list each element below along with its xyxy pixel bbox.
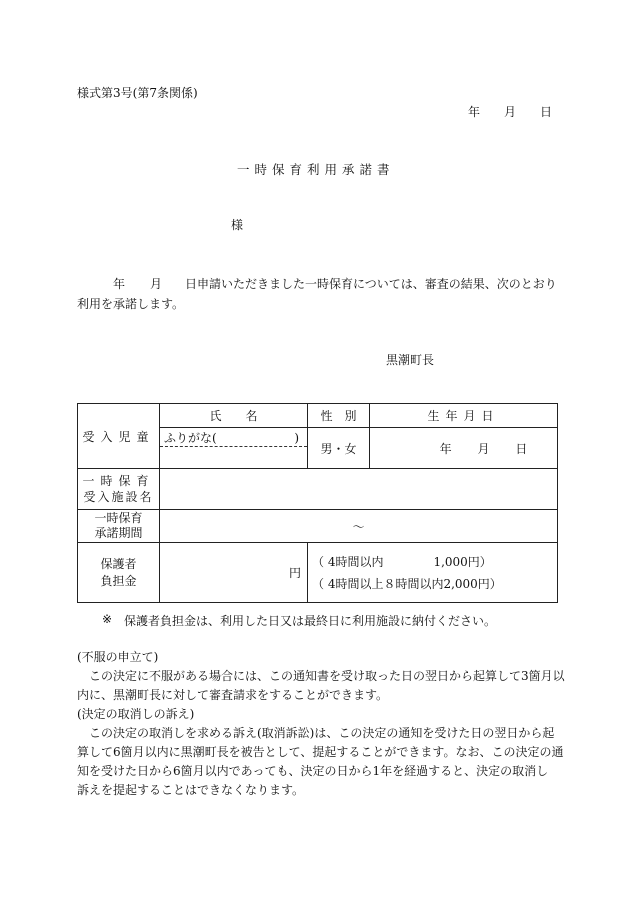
period-separator: ～: [352, 519, 365, 534]
facility-label-line2: 受入施設名: [83, 490, 154, 504]
form-number: 様式第3号(第7条関係): [77, 86, 198, 100]
facility-label-line1: 一時保育: [82, 474, 155, 488]
furigana-open: ふりがな(: [164, 431, 217, 445]
body-month: 月: [150, 277, 163, 291]
facility-label: [78, 469, 160, 510]
child-label: 受入児童: [78, 404, 160, 469]
yen-label: 円: [288, 566, 301, 580]
fee-label-line2: 負担金: [100, 573, 137, 588]
fee-label-line1: 保護者: [100, 556, 137, 571]
addressee-suffix: 様: [231, 218, 244, 232]
body-line1: 日申請いただきました一時保育については、審査の結果、次のとおり: [185, 277, 557, 291]
application-table: [77, 403, 558, 603]
dob-month: 月: [477, 441, 490, 456]
fee-schedule-cell: [308, 543, 558, 603]
furigana-field[interactable]: [160, 430, 307, 447]
issuer-name: 黒潮町長: [386, 353, 435, 367]
period-label-line2: 承諾期間: [94, 526, 143, 540]
appeal-heading-objection: (不服の申立て): [77, 650, 159, 664]
appeal-heading-lawsuit: (決定の取消しの訴え): [77, 707, 195, 721]
facility-name-cell[interactable]: [160, 469, 558, 510]
appeal-p2-line4: 訴えを提起することはできなくなります。: [77, 783, 305, 797]
fee-line-1-label: （ 4時間以内: [312, 554, 384, 569]
appeal-p1-line2: 内に、黒潮町長に対して審査請求をすることができます。: [77, 688, 389, 702]
dob-cell[interactable]: [370, 428, 558, 469]
appeal-p2-line1: この決定の取消しを求める訴え(取消訴訟)は、この決定の通知を受けた日の翌日から起: [89, 726, 555, 740]
child-name-cell[interactable]: [160, 428, 308, 469]
furigana-close: ): [294, 431, 299, 445]
appeal-p2-line2: 算して6箇月以内に黒潮町長を被告として、提起することができます。なお、この決定の通: [77, 745, 564, 759]
fee-line-1: [312, 551, 557, 573]
fee-line-1-amount: 1,000円）: [433, 554, 492, 569]
fee-label: [78, 543, 160, 603]
date-day-label: 日: [540, 105, 553, 119]
period-label-line1: 一時保育: [94, 511, 143, 525]
gender-header: 性 別: [308, 404, 370, 428]
fee-line-2: （ 4時間以上８時間以内2,000円）: [312, 576, 502, 591]
note-mark: ※: [102, 612, 113, 626]
date-month-label: 月: [504, 105, 517, 119]
fee-amount-cell[interactable]: [160, 543, 308, 603]
name-header: 氏 名: [160, 404, 308, 428]
document-title: 一時保育利用承諾書: [237, 162, 395, 177]
note-text: 保護者負担金は、利用した日又は最終日に利用施設に納付ください。: [124, 614, 497, 628]
body-year: 年: [113, 277, 126, 291]
period-cell[interactable]: [160, 510, 558, 543]
dob-header: 生年月日: [370, 404, 558, 428]
body-line2: 利用を承諾します。: [77, 297, 185, 311]
gender-value[interactable]: 男・女: [308, 428, 370, 469]
dob-day: 日: [515, 441, 528, 456]
dob-year: 年: [439, 441, 452, 456]
appeal-p2-line3: 知を受けた日から6箇月以内であっても、決定の日から1年を経過すると、決定の取消し: [77, 764, 549, 778]
appeal-p1-line1: この決定に不服がある場合には、この通知書を受け取った日の翌日から起算して3箇月以: [89, 669, 565, 683]
period-label: [78, 510, 160, 543]
date-year-label: 年: [468, 105, 481, 119]
